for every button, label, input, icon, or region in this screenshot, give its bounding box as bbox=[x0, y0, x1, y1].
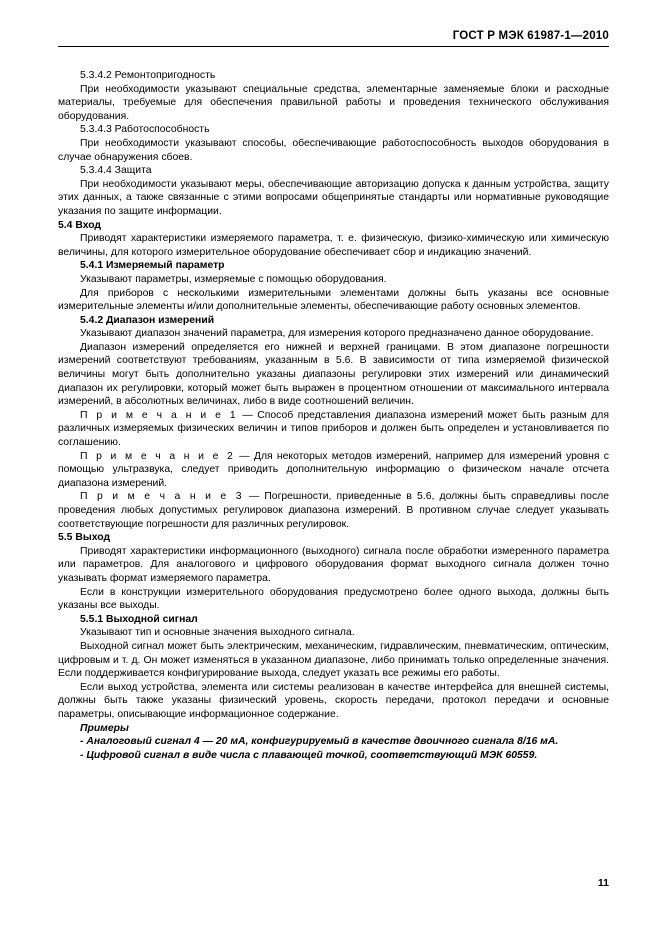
note-2 bbox=[58, 450, 609, 491]
section-5-5-1-body-1: Указывают тип и основные значения выходного сигнала. bbox=[80, 627, 355, 639]
section-5-4-body: Приводят характеристики измеряемого параметра, т. е. физическую, физико-химическую или химическую величины, для которого измерительное оборудование обеспечивает сбор и индикацию значений. bbox=[58, 233, 609, 258]
section-5-4-1-body-1: Указывают параметры, измеряемые с помощью оборудования. bbox=[80, 273, 387, 285]
note-2-label: П р и м е ч а н и е 2 bbox=[80, 450, 236, 462]
header-divider bbox=[58, 46, 609, 47]
section-5-4-1-body-2: Для приборов с несколькими измерительными элементами должны быть указаны все основные измерительные элементы и/или дополнительные элементы, обеспечивающие работу основных элементов. bbox=[58, 287, 609, 313]
note-3-label: П р и м е ч а н и е 3 bbox=[80, 491, 244, 503]
section-5-4-2-title: 5.4.2 Диапазон измерений bbox=[80, 314, 215, 326]
section-5-4-2-body-2: Диапазон измерений определяется его нижней и верхней границами. В этом диапазоне погрешности измерений соответствуют требованиям, указанным в 5.6. В зависимости от типа измеряемой физической величины могут быть дополнительно указаны диапазоны регулировки этих измерений или динамический диапазон их регулировки, который может быть выражен в процентном отношении от максимального интервала измерений, в абсолютных величинах, либо в виде соотношений величин. bbox=[58, 341, 609, 408]
page-header bbox=[58, 30, 609, 42]
example-item-1: - Аналоговый сигнал 4 — 20 мА, конфигурируемый в качестве двоичного сигнала 8/16 мА. bbox=[80, 736, 559, 748]
section-5-5-body-1: Приводят характеристики информационного (выходного) сигнала после обработки измеренного параметра или параметров. Для аналогового и цифрового оборудования формат выходного сигнала должен точно указывать формат измеряемого параметра. bbox=[58, 545, 609, 584]
section-5-3-4-3-body: При необходимости указывают способы, обеспечивающие работоспособность выходов оборудования в случае обнаружения сбоев. bbox=[58, 137, 609, 163]
note-1-label: П р и м е ч а н и е 1 bbox=[80, 409, 238, 421]
section-5-5-1-title: 5.5.1 Выходной сигнал bbox=[80, 613, 198, 625]
section-5-3-4-2-title: 5.3.4.2 Ремонтопригодность bbox=[80, 70, 216, 81]
note-2-text: — Для некоторых методов измерений, например для измерений уровня с помощью ультразвука, следует приводить дополнительную информацию о физическом начале отсчета диапазона измерений. bbox=[58, 450, 609, 489]
note-3-text: — Погрешности, приведенные в 5.6, должны быть справедливы после проведения любых допустимых регулировок диапазона измерений. В противном случае следует указывать соответствующие погрешности для различных регулировок. bbox=[58, 491, 609, 530]
section-5-3-4-4-title: 5.3.4.4 Защита bbox=[80, 165, 152, 177]
examples-title: Примеры bbox=[80, 722, 129, 734]
document-body bbox=[58, 69, 609, 762]
section-5-5-title: 5.5 Выход bbox=[58, 532, 111, 544]
example-item-2: - Цифровой сигнал в виде числа с плавающей точкой, соответствующий МЭК 60559. bbox=[80, 749, 538, 761]
section-5-5-1-body-2: Выходной сигнал может быть электрическим, механическим, гидравлическим, пневматическим, оптическим, цифровым и т. д. Он может изменяться в указанном диапазоне, либо принимать только определенные значения. Если поддерживается конфигурирование выхода, следует указать все режимы его работы. bbox=[58, 640, 609, 680]
section-5-5-body-2: Если в конструкции измерительного оборудования предусмотрено более одного выхода, должны быть указаны все выходы. bbox=[58, 586, 609, 612]
note-1-text: — Способ представления диапазона измерений может быть разным для различных измеряемых физических величин и типов приборов и должен быть определен и установливается по соглашению. bbox=[58, 409, 610, 449]
section-5-4-1-title: 5.4.1 Измеряемый параметр bbox=[80, 260, 225, 272]
note-1 bbox=[58, 409, 609, 450]
page-number: 11 bbox=[597, 877, 609, 889]
standard-id: ГОСТ Р МЭК 61987-1—2010 bbox=[452, 30, 609, 42]
section-5-5-1-body-3: Если выход устройства, элемента или системы реализован в качестве интерфейса для внешней системы, должны быть также указаны физический уровень, скорость передачи, протокол передачи и основные параметры, описывающие информационное содержание. bbox=[58, 681, 609, 720]
note-3 bbox=[58, 490, 609, 531]
section-5-4-2-body-1: Указывают диапазон значений параметра, для измерения которого предназначено данное оборудование. bbox=[80, 328, 594, 340]
section-5-3-4-4-body: При необходимости указывают меры, обеспечивающие авторизацию допуска к данным устройства, защиту этих данных, а также связанные с этими вопросами общепринятые стандарты или нормативные руководящие указания по защите информации. bbox=[58, 178, 609, 217]
section-5-4-title: 5.4 Вход bbox=[58, 219, 102, 231]
section-5-3-4-3-title: 5.3.4.3 Работоспособность bbox=[80, 124, 210, 136]
section-5-3-4-2-body: При необходимости указывают специальные средства, элементарные заменяемые блоки и расходные материалы, требуемые для обеспечения правильной работы и проведения технического обслуживания оборудования. bbox=[58, 83, 609, 122]
